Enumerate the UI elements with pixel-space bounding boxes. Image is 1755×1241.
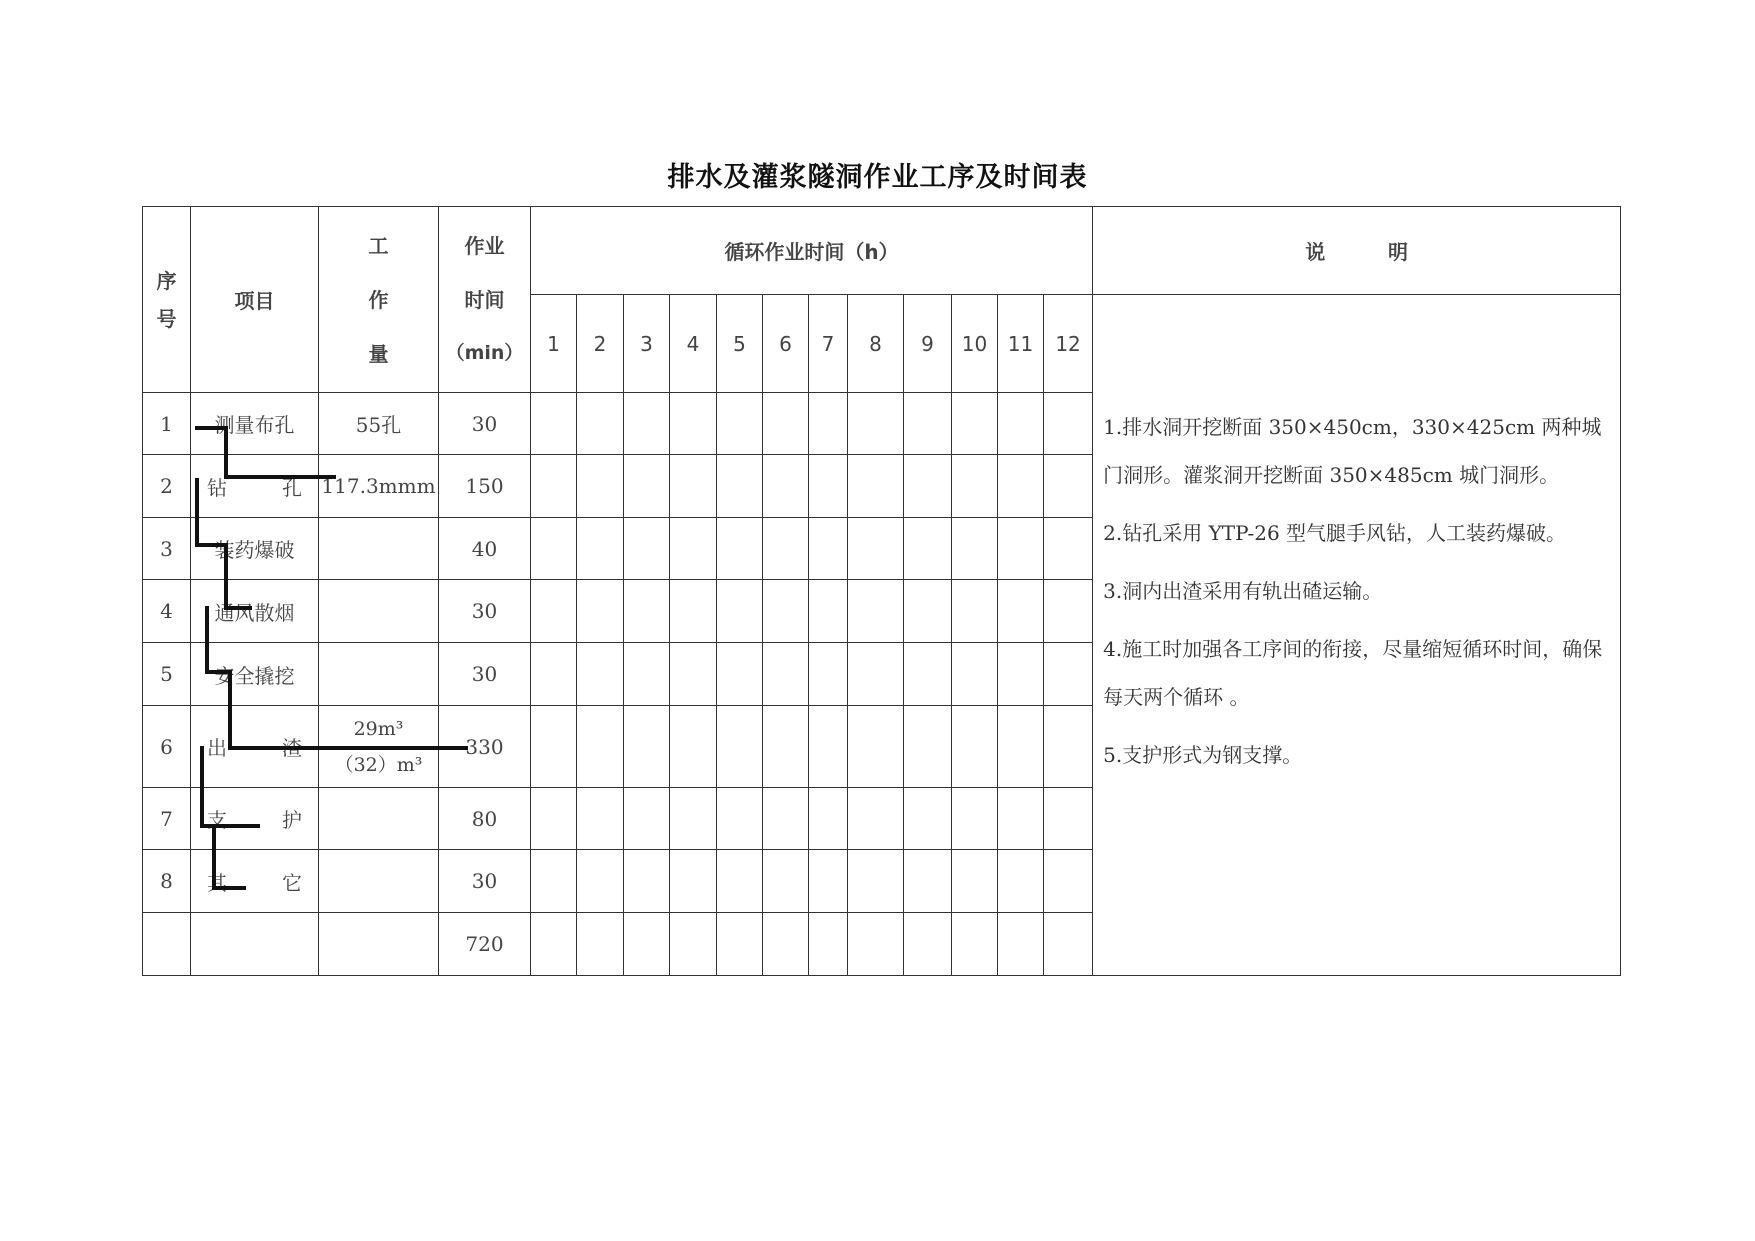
hour-cell bbox=[998, 455, 1044, 518]
row-qty-line: （32）m³ bbox=[334, 753, 423, 776]
notes-cell bbox=[1093, 295, 1621, 976]
hour-cell bbox=[904, 850, 952, 913]
row-qty-line: 29m³ bbox=[353, 717, 404, 740]
hour-cell bbox=[904, 706, 952, 788]
hour-cell bbox=[809, 706, 848, 788]
hour-cell bbox=[717, 788, 763, 850]
row-time: 150 bbox=[439, 455, 531, 518]
seq-header bbox=[143, 207, 191, 393]
row-item bbox=[191, 455, 319, 518]
hour-cell bbox=[809, 518, 848, 580]
row-item bbox=[191, 706, 319, 788]
row-time: 330 bbox=[439, 706, 531, 788]
row-item: 装药爆破 bbox=[191, 518, 319, 580]
hour-header: 1 bbox=[531, 295, 577, 393]
hour-cell bbox=[904, 913, 952, 976]
row-qty bbox=[319, 518, 439, 580]
hour-cell bbox=[848, 393, 904, 455]
hour-cell bbox=[717, 643, 763, 706]
hour-cell bbox=[998, 913, 1044, 976]
row-seq: 7 bbox=[143, 788, 191, 850]
row-item-char: 渣 bbox=[282, 736, 302, 760]
hour-cell bbox=[763, 580, 809, 643]
header-row-1 bbox=[143, 207, 1621, 295]
row-seq: 1 bbox=[143, 393, 191, 455]
hour-header: 6 bbox=[763, 295, 809, 393]
hour-cell bbox=[717, 393, 763, 455]
row-seq: 5 bbox=[143, 643, 191, 706]
hour-cell bbox=[670, 643, 717, 706]
hour-cell bbox=[848, 455, 904, 518]
hour-cell bbox=[624, 393, 670, 455]
row-time: 30 bbox=[439, 580, 531, 643]
hour-cell bbox=[1044, 850, 1093, 913]
row-item-char: 其 bbox=[207, 870, 227, 895]
total-seq bbox=[143, 913, 191, 976]
hour-cell bbox=[577, 706, 624, 788]
hour-cell bbox=[717, 455, 763, 518]
hour-cell bbox=[717, 580, 763, 643]
row-qty: 117.3mmm bbox=[319, 455, 439, 518]
hour-cell bbox=[998, 643, 1044, 706]
hour-cell bbox=[670, 455, 717, 518]
hour-cell bbox=[763, 788, 809, 850]
hour-cell bbox=[531, 393, 577, 455]
hour-cell bbox=[670, 518, 717, 580]
hour-cell bbox=[998, 788, 1044, 850]
hour-cell bbox=[763, 913, 809, 976]
seq-header-line: 序 bbox=[156, 268, 177, 293]
hour-cell bbox=[848, 643, 904, 706]
hour-cell bbox=[577, 455, 624, 518]
hour-cell bbox=[952, 393, 998, 455]
hour-cell bbox=[848, 788, 904, 850]
row-qty bbox=[319, 850, 439, 913]
row-item-char: 护 bbox=[282, 808, 302, 832]
hour-cell bbox=[763, 643, 809, 706]
hour-cell bbox=[717, 518, 763, 580]
hour-cell bbox=[809, 850, 848, 913]
hour-header: 4 bbox=[670, 295, 717, 393]
row-qty bbox=[319, 706, 439, 788]
hour-cell bbox=[531, 643, 577, 706]
hour-cell bbox=[670, 580, 717, 643]
hour-cell bbox=[531, 913, 577, 976]
qty-header bbox=[319, 207, 439, 393]
qty-header-line: 作 bbox=[368, 287, 389, 312]
hour-cell bbox=[809, 455, 848, 518]
hour-cell bbox=[809, 788, 848, 850]
hour-cell bbox=[1044, 393, 1093, 455]
row-qty bbox=[319, 643, 439, 706]
hour-cell bbox=[670, 850, 717, 913]
qty-header-line: 量 bbox=[368, 341, 389, 366]
hour-cell bbox=[717, 913, 763, 976]
hour-cell bbox=[904, 643, 952, 706]
hour-cell bbox=[763, 455, 809, 518]
row-item bbox=[191, 788, 319, 850]
hour-cell bbox=[998, 580, 1044, 643]
hour-cell bbox=[952, 706, 998, 788]
hour-cell bbox=[1044, 913, 1093, 976]
row-item-char: 出 bbox=[207, 736, 227, 760]
hour-cell bbox=[809, 643, 848, 706]
hour-cell bbox=[904, 788, 952, 850]
hour-header: 11 bbox=[998, 295, 1044, 393]
time-header-line: （min） bbox=[445, 342, 524, 364]
total-qty bbox=[319, 913, 439, 976]
row-item-char: 孔 bbox=[282, 475, 302, 500]
hour-cell bbox=[717, 850, 763, 913]
total-item bbox=[191, 913, 319, 976]
item-header: 项目 bbox=[191, 207, 319, 393]
hour-cell bbox=[809, 580, 848, 643]
hour-cell bbox=[998, 518, 1044, 580]
hour-cell bbox=[624, 518, 670, 580]
hour-cell bbox=[952, 850, 998, 913]
hour-cell bbox=[624, 580, 670, 643]
row-item-char: 它 bbox=[282, 870, 302, 895]
note-item: 5.支护形式为钢支撑。 bbox=[1103, 743, 1303, 767]
hour-header: 5 bbox=[717, 295, 763, 393]
hour-cell bbox=[577, 788, 624, 850]
hour-cell bbox=[848, 850, 904, 913]
time-header-line: 作业 bbox=[464, 234, 505, 258]
hour-cell bbox=[624, 913, 670, 976]
row-seq: 2 bbox=[143, 455, 191, 518]
hour-cell bbox=[904, 455, 952, 518]
row-item: 通风散烟 bbox=[191, 580, 319, 643]
hour-cell bbox=[952, 788, 998, 850]
notes-header: 说 明 bbox=[1093, 207, 1621, 295]
note-item: 3.洞内出渣采用有轨出碴运输。 bbox=[1103, 579, 1383, 603]
row-time: 30 bbox=[439, 643, 531, 706]
row-item: 测量布孔 bbox=[191, 393, 319, 455]
hour-header: 2 bbox=[577, 295, 624, 393]
row-item bbox=[191, 850, 319, 913]
hour-cell bbox=[624, 643, 670, 706]
note-item: 1.排水洞开挖断面 350×450cm，330×425cm 两种城门洞形。灌浆洞开挖断面 350×485cm 城门洞形。 bbox=[1103, 415, 1602, 487]
hour-cell bbox=[531, 580, 577, 643]
hour-cell bbox=[952, 455, 998, 518]
hour-header: 12 bbox=[1044, 295, 1093, 393]
hour-cell bbox=[577, 393, 624, 455]
hour-cell bbox=[1044, 580, 1093, 643]
qty-header-line: 工 bbox=[368, 233, 389, 258]
hour-header: 7 bbox=[809, 295, 848, 393]
hour-cell bbox=[763, 393, 809, 455]
row-item: 安全撬挖 bbox=[191, 643, 319, 706]
hour-cell bbox=[848, 913, 904, 976]
hour-cell bbox=[531, 788, 577, 850]
row-qty bbox=[319, 788, 439, 850]
hour-cell bbox=[1044, 788, 1093, 850]
note-item: 4.施工时加强各工序间的衔接，尽量缩短循环时间，确保每天两个循环 。 bbox=[1103, 637, 1603, 709]
hour-cell bbox=[763, 706, 809, 788]
hour-cell bbox=[998, 850, 1044, 913]
time-header bbox=[439, 207, 531, 393]
row-seq: 3 bbox=[143, 518, 191, 580]
hour-cell bbox=[809, 393, 848, 455]
hour-cell bbox=[952, 580, 998, 643]
row-item-char: 支 bbox=[207, 808, 227, 832]
row-qty: 55孔 bbox=[319, 393, 439, 455]
row-item-char: 钻 bbox=[207, 475, 227, 500]
hour-cell bbox=[531, 518, 577, 580]
hour-cell bbox=[624, 455, 670, 518]
hour-cell bbox=[670, 393, 717, 455]
hour-cell bbox=[717, 706, 763, 788]
hour-cell bbox=[670, 913, 717, 976]
hour-cell bbox=[952, 643, 998, 706]
schedule-table bbox=[142, 206, 1621, 976]
hour-cell bbox=[1044, 518, 1093, 580]
hour-cell bbox=[531, 455, 577, 518]
hour-cell bbox=[670, 706, 717, 788]
hour-cell bbox=[624, 788, 670, 850]
row-seq: 6 bbox=[143, 706, 191, 788]
hour-cell bbox=[763, 850, 809, 913]
hour-cell bbox=[577, 643, 624, 706]
hour-cell bbox=[1044, 706, 1093, 788]
hour-cell bbox=[577, 580, 624, 643]
note-item: 2.钻孔采用 YTP-26 型气腿手风钻，人工装药爆破。 bbox=[1103, 521, 1567, 545]
hour-header: 9 bbox=[904, 295, 952, 393]
hour-cell bbox=[848, 580, 904, 643]
row-time: 80 bbox=[439, 788, 531, 850]
time-header-line: 时间 bbox=[464, 288, 505, 312]
notes-list bbox=[1103, 295, 1610, 779]
total-time: 720 bbox=[439, 913, 531, 976]
hour-cell bbox=[904, 580, 952, 643]
row-seq: 8 bbox=[143, 850, 191, 913]
hour-cell bbox=[577, 518, 624, 580]
hour-cell bbox=[952, 518, 998, 580]
table-title: 排水及灌浆隧洞作业工序及时间表 bbox=[667, 162, 1088, 193]
hour-cell bbox=[952, 913, 998, 976]
row-qty bbox=[319, 580, 439, 643]
cycle-header: 循环作业时间（h） bbox=[531, 207, 1093, 295]
hour-cell bbox=[577, 850, 624, 913]
seq-header-line: 号 bbox=[156, 306, 177, 331]
row-time: 30 bbox=[439, 393, 531, 455]
hour-cell bbox=[531, 706, 577, 788]
hour-cell bbox=[670, 788, 717, 850]
hour-cell bbox=[1044, 643, 1093, 706]
hour-cell bbox=[848, 706, 904, 788]
hour-cell bbox=[809, 913, 848, 976]
hour-header: 3 bbox=[624, 295, 670, 393]
hour-cell bbox=[531, 850, 577, 913]
hour-cell bbox=[763, 518, 809, 580]
hour-cell bbox=[1044, 455, 1093, 518]
hour-cell bbox=[904, 393, 952, 455]
hour-cell bbox=[904, 518, 952, 580]
row-time: 30 bbox=[439, 850, 531, 913]
hour-cell bbox=[848, 518, 904, 580]
hour-cell bbox=[624, 850, 670, 913]
hour-cell bbox=[624, 706, 670, 788]
hour-cell bbox=[577, 913, 624, 976]
hour-header: 8 bbox=[848, 295, 904, 393]
row-time: 40 bbox=[439, 518, 531, 580]
row-seq: 4 bbox=[143, 580, 191, 643]
hour-cell bbox=[998, 706, 1044, 788]
hour-header: 10 bbox=[952, 295, 998, 393]
hour-cell bbox=[998, 393, 1044, 455]
